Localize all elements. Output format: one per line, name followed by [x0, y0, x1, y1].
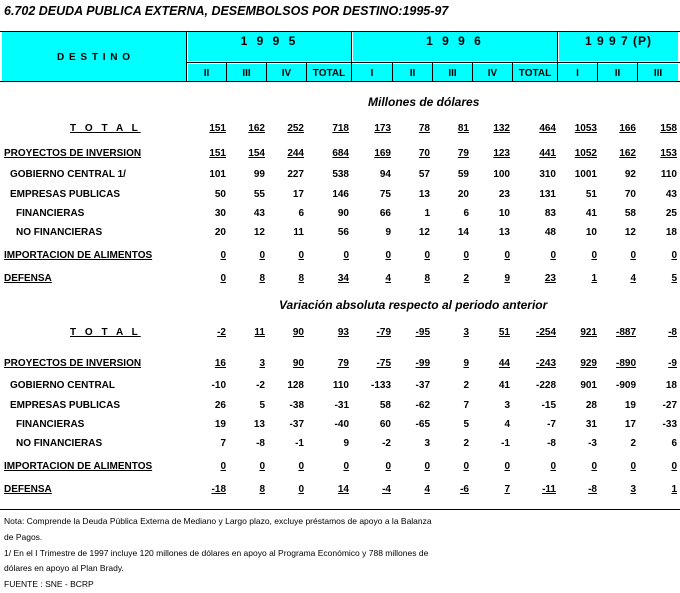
- cell-value: -65: [415, 419, 430, 430]
- cell-value: 4: [424, 484, 430, 495]
- cell-value: -8: [668, 327, 677, 338]
- note-line-2: de Pagos.: [4, 532, 43, 542]
- cell-value: 1052: [574, 148, 597, 159]
- cell-value: 0: [298, 484, 304, 495]
- row-label: PROYECTOS DE INVERSION: [4, 358, 142, 369]
- cell-value: 0: [591, 461, 597, 472]
- cell-value: 1: [591, 273, 597, 284]
- cell-value: -79: [376, 327, 391, 338]
- period-1996-II: II: [409, 68, 416, 79]
- cell-value: 123: [493, 148, 510, 159]
- cell-value: 7: [504, 484, 510, 495]
- cell-value: 162: [248, 123, 265, 134]
- cell-value: 43: [665, 189, 677, 200]
- cell-value: -228: [535, 380, 556, 391]
- cell-value: 227: [287, 169, 304, 180]
- cell-value: 718: [332, 123, 349, 134]
- cell-value: 151: [209, 148, 226, 159]
- cell-value: 0: [504, 250, 510, 261]
- cell-value: -18: [211, 484, 226, 495]
- cell-value: 132: [493, 123, 510, 134]
- cell-value: 153: [660, 148, 677, 159]
- cell-value: 0: [630, 250, 636, 261]
- cell-value: 131: [539, 189, 556, 200]
- cell-value: -7: [547, 419, 556, 430]
- cell-value: -3: [588, 438, 597, 449]
- cell-value: 20: [214, 227, 226, 238]
- table-row: [0, 461, 680, 475]
- cell-value: 8: [259, 273, 265, 284]
- table-row: [0, 169, 680, 183]
- cell-value: 110: [332, 380, 349, 391]
- cell-value: 100: [493, 169, 510, 180]
- cell-value: 83: [544, 208, 556, 219]
- row-label: DEFENSA: [4, 484, 52, 495]
- cell-value: 75: [379, 189, 391, 200]
- cell-value: -62: [415, 400, 430, 411]
- cell-value: 1001: [574, 169, 597, 180]
- period-1996-total: TOTAL: [518, 68, 552, 79]
- cell-value: 162: [619, 148, 636, 159]
- row-label: GOBIERNO CENTRAL: [10, 380, 115, 391]
- cell-value: 2: [463, 380, 469, 391]
- cell-value: 0: [504, 461, 510, 472]
- cell-value: 3: [259, 358, 265, 369]
- cell-value: 70: [624, 189, 636, 200]
- cell-value: 0: [550, 461, 556, 472]
- cell-value: 60: [379, 419, 391, 430]
- cell-value: 7: [220, 438, 226, 449]
- cell-value: -2: [217, 327, 226, 338]
- cell-value: 19: [214, 419, 226, 430]
- cell-value: 151: [209, 123, 226, 134]
- cell-value: 1053: [574, 123, 597, 134]
- cell-value: 41: [498, 380, 510, 391]
- cell-value: 14: [457, 227, 469, 238]
- cell-value: -75: [376, 358, 391, 369]
- cell-value: 25: [665, 208, 677, 219]
- cell-value: 310: [539, 169, 556, 180]
- cell-value: 8: [298, 273, 304, 284]
- cell-value: 7: [463, 400, 469, 411]
- cell-value: -38: [289, 400, 304, 411]
- cell-value: -31: [334, 400, 349, 411]
- cell-value: 154: [248, 148, 265, 159]
- cell-value: 48: [544, 227, 556, 238]
- period-1996-IV: IV: [487, 68, 498, 79]
- table-title: 6.702 DEUDA PUBLICA EXTERNA, DESEMBOLSOS POR DESTINO:1995-97: [4, 4, 449, 18]
- cell-value: 92: [624, 169, 636, 180]
- cell-value: 0: [385, 250, 391, 261]
- table-row: [0, 273, 680, 287]
- row-label: NO FINANCIERAS: [16, 227, 103, 238]
- source-line: FUENTE : SNE - BCRP: [4, 579, 94, 589]
- cell-value: 4: [630, 273, 636, 284]
- table-row: [0, 400, 680, 414]
- note-line-1: Nota: Comprende la Deuda Pública Externa de Mediano y Largo plazo, excluye préstamos de apoyo a la Balanza: [4, 516, 432, 526]
- cell-value: 5: [259, 400, 265, 411]
- row-label: GOBIERNO CENTRAL 1/: [10, 169, 126, 180]
- cell-value: 44: [498, 358, 510, 369]
- cell-value: 11: [254, 327, 265, 338]
- row-label: FINANCIERAS: [16, 208, 85, 219]
- cell-value: 13: [418, 189, 430, 200]
- cell-value: 26: [214, 400, 226, 411]
- row-label: PROYECTOS DE INVERSION: [4, 148, 142, 159]
- cell-value: 4: [504, 419, 510, 430]
- cell-value: 12: [418, 227, 430, 238]
- period-1997-II: II: [614, 68, 621, 79]
- cell-value: 14: [337, 484, 349, 495]
- cell-value: 5: [671, 273, 677, 284]
- cell-value: 684: [332, 148, 349, 159]
- table-row: [0, 208, 680, 222]
- table-row: [0, 484, 680, 498]
- cell-value: 173: [374, 123, 391, 134]
- cell-value: 4: [385, 273, 391, 284]
- cell-value: 12: [624, 227, 636, 238]
- cell-value: 0: [259, 250, 265, 261]
- cell-value: 0: [259, 461, 265, 472]
- cell-value: -133: [370, 380, 391, 391]
- cell-value: 16: [214, 358, 226, 369]
- cell-value: 79: [457, 148, 469, 159]
- cell-value: 166: [619, 123, 636, 134]
- cell-value: 81: [457, 123, 469, 134]
- cell-value: 9: [463, 358, 469, 369]
- cell-value: 78: [418, 123, 430, 134]
- cell-value: 66: [379, 208, 391, 219]
- period-1996-III: III: [448, 68, 457, 79]
- row-label: EMPRESAS PUBLICAS: [10, 400, 121, 411]
- cell-value: 6: [463, 208, 469, 219]
- note-line-3: 1/ En el I Trimestre de 1997 incluye 120 millones de dólares en apoyo al Programa Económico y 788 millones de: [4, 548, 429, 558]
- cell-value: 9: [343, 438, 349, 449]
- cell-value: 0: [424, 250, 430, 261]
- table-row: [0, 358, 680, 372]
- cell-value: 3: [630, 484, 636, 495]
- cell-value: 58: [379, 400, 391, 411]
- cell-value: 3: [463, 327, 469, 338]
- cell-value: -2: [256, 380, 265, 391]
- cell-value: -37: [415, 380, 430, 391]
- cell-value: 9: [504, 273, 510, 284]
- cell-value: 3: [424, 438, 430, 449]
- cell-value: 13: [253, 419, 265, 430]
- row-label: DEFENSA: [4, 273, 52, 284]
- cell-value: 17: [292, 189, 304, 200]
- cell-value: 10: [585, 227, 597, 238]
- section2-title: Variación absoluta respecto al periodo anterior: [279, 298, 548, 312]
- cell-value: 0: [671, 461, 677, 472]
- cell-value: 3: [504, 400, 510, 411]
- row-label: FINANCIERAS: [16, 419, 85, 430]
- cell-value: 538: [332, 169, 349, 180]
- cell-value: -95: [415, 327, 430, 338]
- cell-value: 41: [585, 208, 597, 219]
- cell-value: -890: [615, 358, 636, 369]
- cell-value: -8: [256, 438, 265, 449]
- row-label: IMPORTACION DE ALIMENTOS: [4, 250, 153, 261]
- cell-value: 0: [220, 273, 226, 284]
- cell-value: 0: [385, 461, 391, 472]
- cell-value: 70: [418, 148, 430, 159]
- cell-value: 23: [544, 273, 556, 284]
- cell-value: -6: [460, 484, 469, 495]
- cell-value: 94: [379, 169, 391, 180]
- cell-value: 441: [539, 148, 556, 159]
- cell-value: 57: [418, 169, 430, 180]
- cell-value: 6: [671, 438, 677, 449]
- period-1995-II: II: [203, 68, 210, 79]
- cell-value: 921: [580, 327, 597, 338]
- table-row: [0, 189, 680, 203]
- period-1997-III: III: [653, 68, 663, 79]
- cell-value: 43: [253, 208, 265, 219]
- cell-value: -37: [289, 419, 304, 430]
- cell-value: 79: [337, 358, 349, 369]
- cell-value: 51: [498, 327, 510, 338]
- period-1995-total: TOTAL: [312, 68, 346, 79]
- cell-value: 30: [214, 208, 226, 219]
- note-line-4: dólares en apoyo al Plan Brady.: [4, 563, 124, 573]
- cell-value: 51: [585, 189, 597, 200]
- cell-value: 12: [253, 227, 265, 238]
- row-label: EMPRESAS PUBLICAS: [10, 189, 121, 200]
- cell-value: 0: [298, 461, 304, 472]
- cell-value: 1: [424, 208, 430, 219]
- row-label: T O T A L: [70, 123, 141, 134]
- cell-value: -8: [588, 484, 597, 495]
- cell-value: -33: [662, 419, 677, 430]
- table-row: [0, 148, 680, 162]
- period-1996-I: I: [370, 68, 374, 79]
- cell-value: -243: [535, 358, 556, 369]
- cell-value: 2: [463, 438, 469, 449]
- cell-value: 56: [337, 227, 349, 238]
- cell-value: 464: [539, 123, 556, 134]
- cell-value: -99: [415, 358, 430, 369]
- cell-value: -10: [211, 380, 226, 391]
- period-1997-I: I: [576, 68, 579, 79]
- cell-value: -9: [668, 358, 677, 369]
- year-1995-label: 1 9 9 5: [240, 34, 299, 48]
- cell-value: -27: [662, 400, 677, 411]
- destino-label: D E S T I N O: [56, 52, 132, 63]
- table-row: [0, 123, 680, 137]
- bottom-divider: [0, 509, 680, 510]
- cell-value: -8: [547, 438, 556, 449]
- cell-value: 0: [424, 461, 430, 472]
- cell-value: -4: [382, 484, 391, 495]
- cell-value: -909: [615, 380, 636, 391]
- cell-value: -887: [615, 327, 636, 338]
- cell-value: -15: [541, 400, 556, 411]
- cell-value: 0: [671, 250, 677, 261]
- cell-value: 169: [374, 148, 391, 159]
- cell-value: -11: [542, 484, 556, 495]
- cell-value: -1: [295, 438, 304, 449]
- table-header: [0, 31, 680, 82]
- year-1996-label: 1 9 9 6: [426, 34, 484, 48]
- cell-value: 252: [287, 123, 304, 134]
- cell-value: 0: [298, 250, 304, 261]
- cell-value: 0: [343, 461, 349, 472]
- cell-value: -40: [334, 419, 349, 430]
- cell-value: 90: [337, 208, 349, 219]
- table-row: [0, 438, 680, 452]
- cell-value: 11: [293, 227, 304, 238]
- cell-value: 158: [660, 123, 677, 134]
- cell-value: 17: [624, 419, 636, 430]
- cell-value: 101: [209, 169, 226, 180]
- cell-value: 8: [259, 484, 265, 495]
- cell-value: 0: [550, 250, 556, 261]
- table-row: [0, 419, 680, 433]
- cell-value: 0: [463, 250, 469, 261]
- row-label: T O T A L: [70, 327, 141, 338]
- cell-value: 128: [287, 380, 304, 391]
- cell-value: 59: [457, 169, 469, 180]
- cell-value: 0: [591, 250, 597, 261]
- cell-value: -1: [501, 438, 510, 449]
- row-label: NO FINANCIERAS: [16, 438, 103, 449]
- cell-value: 90: [292, 358, 304, 369]
- cell-value: 0: [220, 461, 226, 472]
- table-row: [0, 250, 680, 264]
- period-1995-III: III: [242, 68, 251, 79]
- cell-value: 2: [630, 438, 636, 449]
- cell-value: 2: [463, 273, 469, 284]
- cell-value: 110: [660, 169, 677, 180]
- cell-value: 0: [630, 461, 636, 472]
- cell-value: 1: [671, 484, 677, 495]
- cell-value: -2: [382, 438, 391, 449]
- cell-value: 13: [498, 227, 510, 238]
- cell-value: 93: [337, 327, 349, 338]
- year-1997-label: 1 9 9 7 (P): [584, 34, 653, 48]
- cell-value: 19: [624, 400, 636, 411]
- cell-value: 0: [343, 250, 349, 261]
- cell-value: -254: [535, 327, 556, 338]
- cell-value: 0: [220, 250, 226, 261]
- table-row: [0, 327, 680, 341]
- cell-value: 50: [214, 189, 226, 200]
- cell-value: 31: [585, 419, 597, 430]
- cell-value: 0: [463, 461, 469, 472]
- cell-value: 901: [580, 380, 597, 391]
- cell-value: 244: [287, 148, 304, 159]
- cell-value: 146: [332, 189, 349, 200]
- cell-value: 28: [585, 400, 597, 411]
- table-row: [0, 380, 680, 394]
- cell-value: 99: [253, 169, 265, 180]
- section1-title: Millones de dólares: [368, 95, 480, 109]
- cell-value: 20: [457, 189, 469, 200]
- cell-value: 929: [580, 358, 597, 369]
- cell-value: 34: [337, 273, 349, 284]
- row-label: IMPORTACION DE ALIMENTOS: [4, 461, 153, 472]
- cell-value: 18: [665, 380, 677, 391]
- cell-value: 90: [292, 327, 304, 338]
- table-row: [0, 227, 680, 241]
- cell-value: 5: [463, 419, 469, 430]
- cell-value: 23: [498, 189, 510, 200]
- cell-value: 9: [385, 227, 391, 238]
- period-1995-IV: IV: [281, 68, 292, 79]
- cell-value: 18: [665, 227, 677, 238]
- cell-value: 10: [498, 208, 510, 219]
- cell-value: 6: [298, 208, 304, 219]
- cell-value: 8: [424, 273, 430, 284]
- cell-value: 58: [624, 208, 636, 219]
- cell-value: 55: [253, 189, 265, 200]
